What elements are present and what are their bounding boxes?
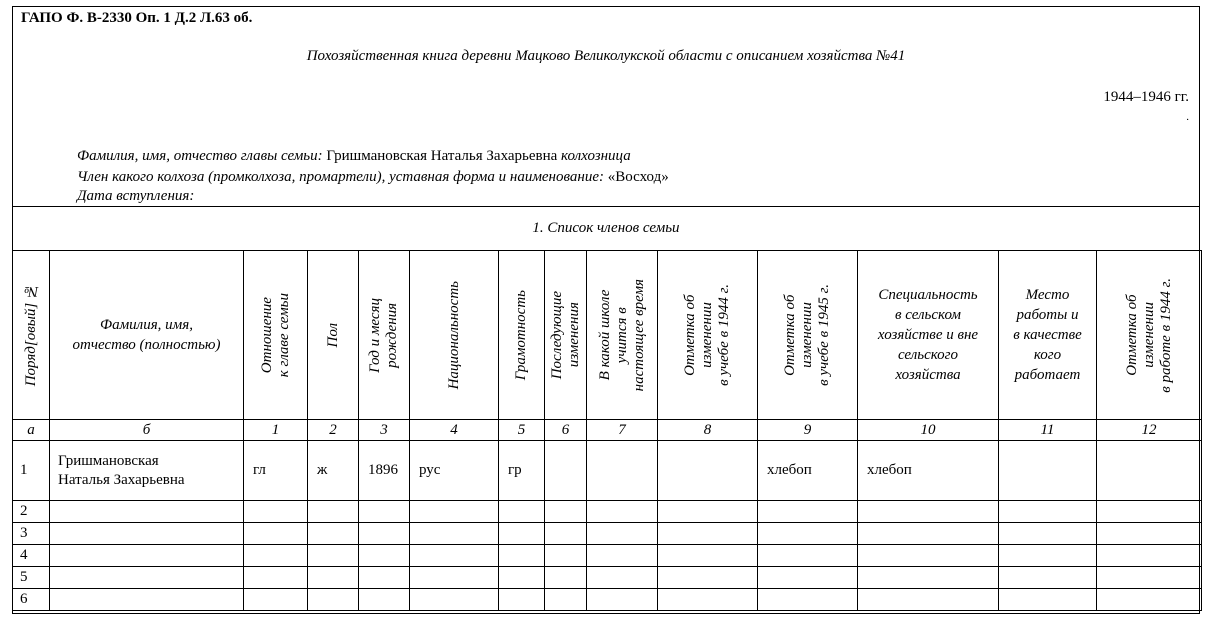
header-cell: В какой школе учится в настоящее время [587, 251, 658, 420]
row-number: 2 [13, 501, 50, 523]
join-date-field [77, 188, 194, 205]
column-number: 1 [244, 420, 308, 441]
table-row [13, 589, 1202, 611]
family-head-occupation: колхозница [561, 148, 631, 164]
header-cell: Отношение к главе семьи [244, 251, 308, 420]
document-years: 1944–1946 гг. [1103, 89, 1189, 105]
table-row [13, 567, 1202, 589]
header-cell: Последующие изменения [545, 251, 587, 420]
specialty-cell: хлебоп [858, 441, 999, 501]
birth-cell: 1896 [359, 441, 410, 501]
relation-cell: гл [244, 441, 308, 501]
row-number: 5 [13, 567, 50, 589]
table-row [13, 441, 1202, 501]
column-number-row [13, 420, 1202, 441]
join-date-label: Дата вступления: [77, 188, 195, 204]
column-number: 5 [499, 420, 545, 441]
row-number: 6 [13, 589, 50, 611]
kolkhoz-field [77, 169, 669, 186]
header-cell: Год и месяц рождения [359, 251, 410, 420]
header-cell: Пол [308, 251, 359, 420]
column-number: 4 [410, 420, 499, 441]
family-head-value: Гришмановская Наталья Захарьевна [322, 148, 562, 164]
family-head-field [77, 148, 631, 165]
table-caption-box [13, 206, 1199, 251]
row-number: 1 [13, 441, 50, 501]
column-number: 2 [308, 420, 359, 441]
table-row [13, 545, 1202, 567]
column-number: 7 [587, 420, 658, 441]
header-cell: Отметка об изменении в учебе в 1945 г. [758, 251, 858, 420]
table-row [13, 501, 1202, 523]
column-number: 6 [545, 420, 587, 441]
changes-cell [545, 441, 587, 501]
family-head-label: Фамилия, имя, отчество главы семьи: [77, 148, 323, 164]
column-number: б [50, 420, 244, 441]
nationality-cell: рус [410, 441, 499, 501]
archive-reference: ГАПО Ф. В-2330 Оп. 1 Д.2 Л.63 об. [21, 10, 253, 26]
document-title: Похозяйственная книга деревни Мацково Великолукской области с описанием хозяйства №41 [306, 48, 906, 64]
member-name: Гришмановская Наталья Захарьевна [58, 452, 185, 488]
column-number: 8 [658, 420, 758, 441]
header-cell: Поряд[овый] № [13, 251, 50, 420]
header-cell: Грамотность [499, 251, 545, 420]
column-number: а [13, 420, 50, 441]
header-row [13, 251, 1202, 420]
column-number: 9 [758, 420, 858, 441]
row-number: 3 [13, 523, 50, 545]
study-1944-cell [658, 441, 758, 501]
header-cell: Специальность в сельском хозяйстве и вне сельского хозяйства [858, 251, 999, 420]
workplace-cell [999, 441, 1097, 501]
stray-dot: . [1186, 111, 1189, 123]
header-cell: Отметка об изменении в работе в 1944 г. [1097, 251, 1202, 420]
kolkhoz-value: «Восход» [604, 169, 669, 185]
literacy-cell: гр [499, 441, 545, 501]
header-cell: Отметка об изменении в учебе в 1944 г. [658, 251, 758, 420]
table-caption: 1. Список членов семьи [532, 220, 680, 236]
column-number: 10 [858, 420, 999, 441]
header-cell: Фамилия, имя, отчество (полностью) [50, 251, 244, 420]
school-cell [587, 441, 658, 501]
header-cell: Место работы и в качестве кого работает [999, 251, 1097, 420]
table-row [13, 523, 1202, 545]
header-cell: Национальность [410, 251, 499, 420]
family-members-table [12, 250, 1202, 611]
work-1944-cell [1097, 441, 1202, 501]
sex-cell: ж [308, 441, 359, 501]
member-name-cell [50, 441, 244, 501]
column-number: 3 [359, 420, 410, 441]
study-1945-cell: хлебоп [758, 441, 858, 501]
column-number: 11 [999, 420, 1097, 441]
column-number: 12 [1097, 420, 1202, 441]
kolkhoz-label: Член какого колхоза (промколхоза, промартели), уставная форма и наименование: [77, 169, 604, 185]
document-sheet [12, 6, 1200, 614]
row-number: 4 [13, 545, 50, 567]
